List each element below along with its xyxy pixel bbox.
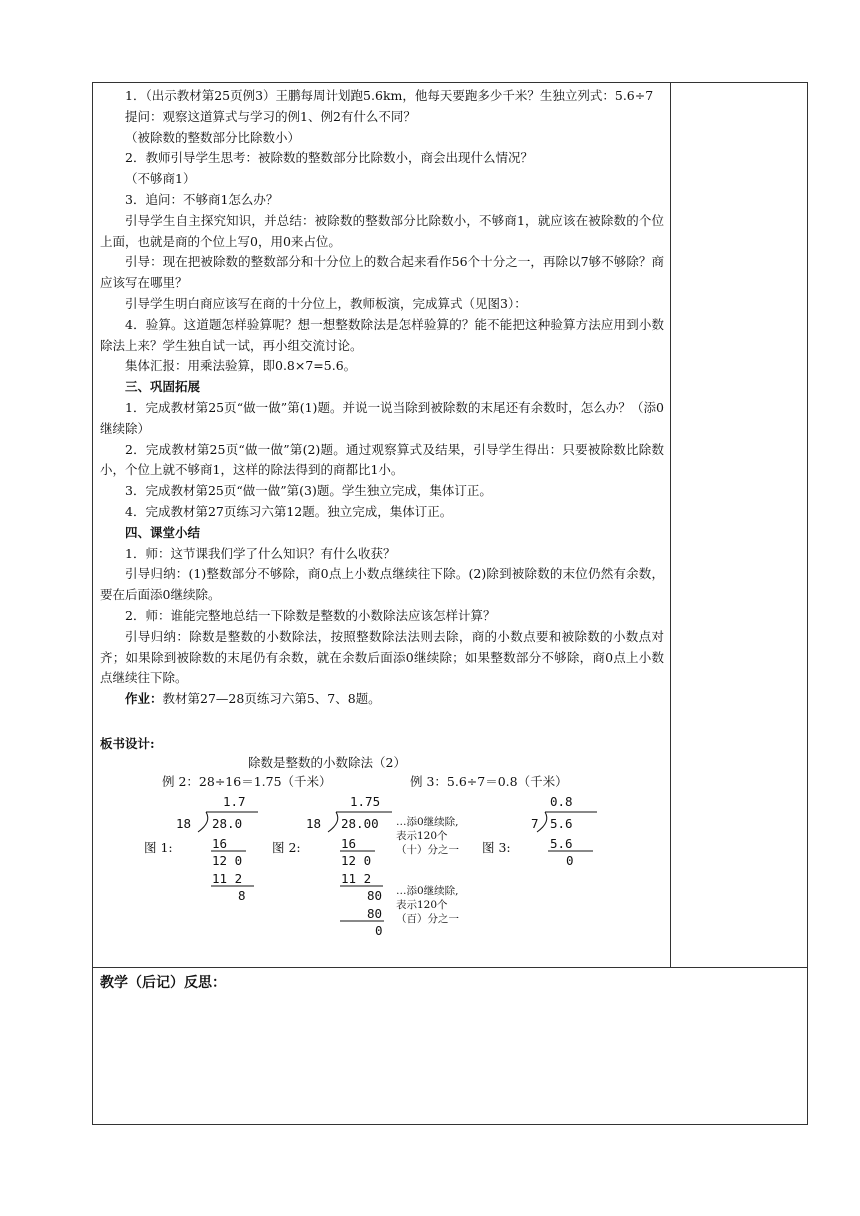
- figure-2-quotient: 1.75: [350, 794, 381, 809]
- figure-2-step-2: 12 0: [341, 853, 372, 868]
- figure-1-dividend: 28.0: [212, 816, 243, 831]
- figure-2-step-1: 16: [341, 836, 357, 851]
- board-design-label: 板书设计:: [100, 736, 155, 751]
- note-line: 表示120个: [396, 899, 448, 911]
- figure-1-quotient: 1.7: [223, 794, 246, 809]
- homework-label: 作业：: [125, 691, 163, 707]
- note-line: （十）分之一: [396, 844, 459, 856]
- figure-1-step-1: 16: [212, 836, 228, 851]
- section-heading: 四、课堂小结: [125, 524, 201, 540]
- figure-3-step-1: 5.6: [550, 836, 573, 851]
- note-line: （百）分之一: [396, 913, 459, 925]
- lesson-paragraph: 2．教师引导学生思考：被除数的整数部分比除数小，商会出现什么情况？: [125, 150, 533, 166]
- figure-2-step-3: 11 2: [341, 871, 372, 886]
- figure-2-label: 图 2:: [272, 840, 301, 855]
- lesson-paragraph: 1．（出示教材第25页例3）王鹏每周计划跑5.6km，他每天要跑多少千米？生独立列式：5.6÷7: [125, 88, 654, 103]
- lesson-paragraph: （被除数的整数部分比除数小）: [125, 129, 301, 145]
- example-2-equation: 例 2：28÷16＝1.75（千米）: [162, 774, 332, 789]
- lesson-paragraph: （不够商1）: [125, 171, 196, 187]
- figure-2-divisor: 18: [306, 816, 322, 831]
- lesson-paragraph: 引导学生明白商应该写在商的十分位上，教师板演，完成算式（见图3）：: [125, 295, 527, 311]
- lesson-paragraph: 集体汇报：用乘法验算，即0.8×7=5.6。: [125, 358, 357, 374]
- example-3-equation: 例 3：5.6÷7＝0.8（千米）: [410, 774, 568, 789]
- figure-2-step-4: 80: [367, 888, 383, 903]
- figure-2-dividend: 28.00: [341, 816, 379, 831]
- lesson-paragraph: 引导：现在把被除数的整数部分和十分位上的数合起来看作56个十分之一，再除以7够不够除？商应该写在哪里？: [100, 254, 664, 291]
- figure-3-remainder: 0: [566, 853, 574, 868]
- lesson-paragraph: 引导归纳：除数是整数的小数除法，按照整数除法法则去除，商的小数点要和被除数的小数点对齐；如果除到被除数的末尾仍有余数，就在余数后面添0继续除；如果整数部分不够除，商0点上小数点继续往下除。: [100, 628, 664, 686]
- lesson-paragraph: 3．完成教材第25页“做一做”第(3)题。学生独立完成，集体订正。: [125, 483, 492, 499]
- figure-3-dividend: 5.6: [550, 816, 573, 831]
- figure-1-divisor: 18: [176, 816, 192, 831]
- lesson-paragraph: 2．师：谁能完整地总结一下除数是整数的小数除法应该怎样计算？: [125, 607, 496, 623]
- lesson-paragraph: 1．师：这节课我们学了什么知识？有什么收获？: [125, 545, 396, 561]
- figure-3-divisor: 7: [531, 816, 539, 831]
- note-line: …添0继续除,: [396, 885, 459, 897]
- figure-1-remainder: 8: [238, 888, 246, 903]
- figure-2-remainder: 0: [375, 923, 383, 938]
- figure-2-step-5: 80: [367, 906, 383, 921]
- lesson-paragraph: 3．追问：不够商1怎么办？: [125, 191, 279, 207]
- section-heading: 三、巩固拓展: [125, 379, 201, 395]
- lesson-paragraph: 2．完成教材第25页“做一做”第(2)题。通过观察算式及结果，引导学生得出：只要被除数比除数小，个位上就不够商1，这样的除法得到的商都比1小。: [100, 441, 664, 478]
- lesson-paragraph: 引导学生自主探究知识，并总结：被除数的整数部分比除数小，不够商1，就应该在被除数的个位上面，也就是商的个位上写0，用0来占位。: [100, 212, 664, 249]
- figure-1-step-2: 12 0: [212, 853, 243, 868]
- lesson-paragraph: 引导归纳：(1)整数部分不够除，商0点上小数点继续往下除。(2)除到被除数的末位仍然有余数，要在后面添0继续除。: [100, 566, 664, 603]
- lesson-paragraph: 4．验算。这道题怎样验算呢？想一想整数除法是怎样验算的？能不能把这种验算方法应用到小数除法上来？学生独自试一试，再小组交流讨论。: [100, 316, 664, 353]
- note-line: 表示120个: [396, 830, 448, 842]
- lesson-paragraph: 提问：观察这道算式与学习的例1、例2有什么不同？: [125, 108, 416, 124]
- figure-1-label: 图 1:: [144, 840, 173, 855]
- reflection-label: 教学（后记）反思：: [100, 975, 226, 991]
- figure-1-step-3: 11 2: [212, 871, 243, 886]
- figure-3-label: 图 3:: [482, 840, 511, 855]
- board-design-title: 除数是整数的小数除法（2）: [248, 755, 406, 770]
- lesson-paragraph: 4．完成教材第27页练习六第12题。独立完成，集体订正。: [125, 503, 453, 519]
- figure-3-quotient: 0.8: [550, 794, 573, 809]
- homework-text: 教材第27—28页练习六第5、7、8题。: [162, 691, 381, 707]
- lesson-paragraph: 1．完成教材第25页“做一做”第(1)题。并说一说当除到被除数的末尾还有余数时，怎么办？（添0继续除）: [100, 399, 664, 436]
- note-line: …添0继续除,: [396, 816, 459, 828]
